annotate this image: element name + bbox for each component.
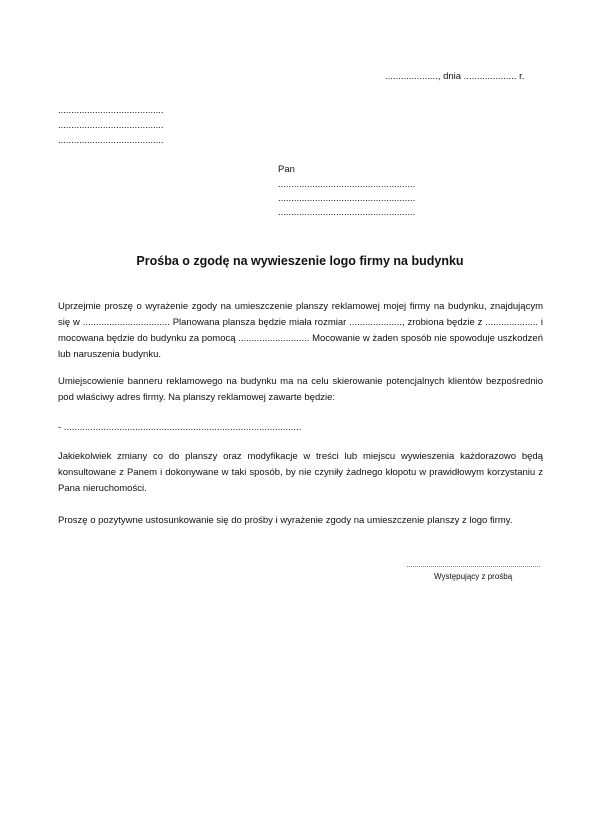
recipient-line: .................................................... — [278, 207, 416, 218]
recipient-line: .................................................... — [278, 179, 416, 190]
paragraph-changes: Jakiekolwiek zmiany co do planszy oraz modyfikacje w treści lub miejscu wywieszenia każdorazowo będą konsultowane z Panem i dokonywane w taki sposób, by nie czyniły żadnego kłopotu w prawidłowym korzystaniu z Pana nieruchomości. — [58, 451, 543, 494]
sender-block — [58, 103, 164, 148]
signature-label: Występujący z prośbą — [434, 572, 513, 581]
paragraph-content-item: - .......................................................................................... — [58, 422, 302, 433]
recipient-salutation: Pan — [278, 164, 295, 175]
document-title: Prośba o zgodę na wywieszenie logo firmy na budynku — [136, 254, 464, 268]
signature-line — [407, 566, 540, 567]
paragraph-purpose: Umiejscowienie banneru reklamowego na budynku ma na celu skierowanie potencjalnych klientów bezpośrednio pod właściwy adres firmy. Na planszy reklamowej zawarte będzie: — [58, 376, 543, 403]
place-date-line: ...................., dnia .................... r. — [385, 71, 525, 82]
recipient-block — [278, 162, 415, 220]
paragraph-closing: Proszę o pozytywne ustosunkowanie się do prośby i wyrażenie zgody na umieszczenie planszy z logo firmy. — [58, 515, 513, 526]
recipient-line: .................................................... — [278, 193, 416, 204]
sender-line: ........................................ — [58, 135, 164, 146]
sender-line: ........................................ — [58, 120, 164, 131]
paragraph-request: Uprzejmie proszę o wyrażenie zgody na umieszczenie planszy reklamowej mojej firmy na budynku, znajdującym się w ................................. Planowana plansza będzie miała rozmiar ...................., zrobiona będzie z .................... i mocowana będzie do budynku za pomocą ........................... Mocowanie w żaden sposób nie spowoduje uszkodzeń lub naruszenia budynku. — [58, 301, 543, 360]
sender-line: ........................................ — [58, 105, 164, 116]
